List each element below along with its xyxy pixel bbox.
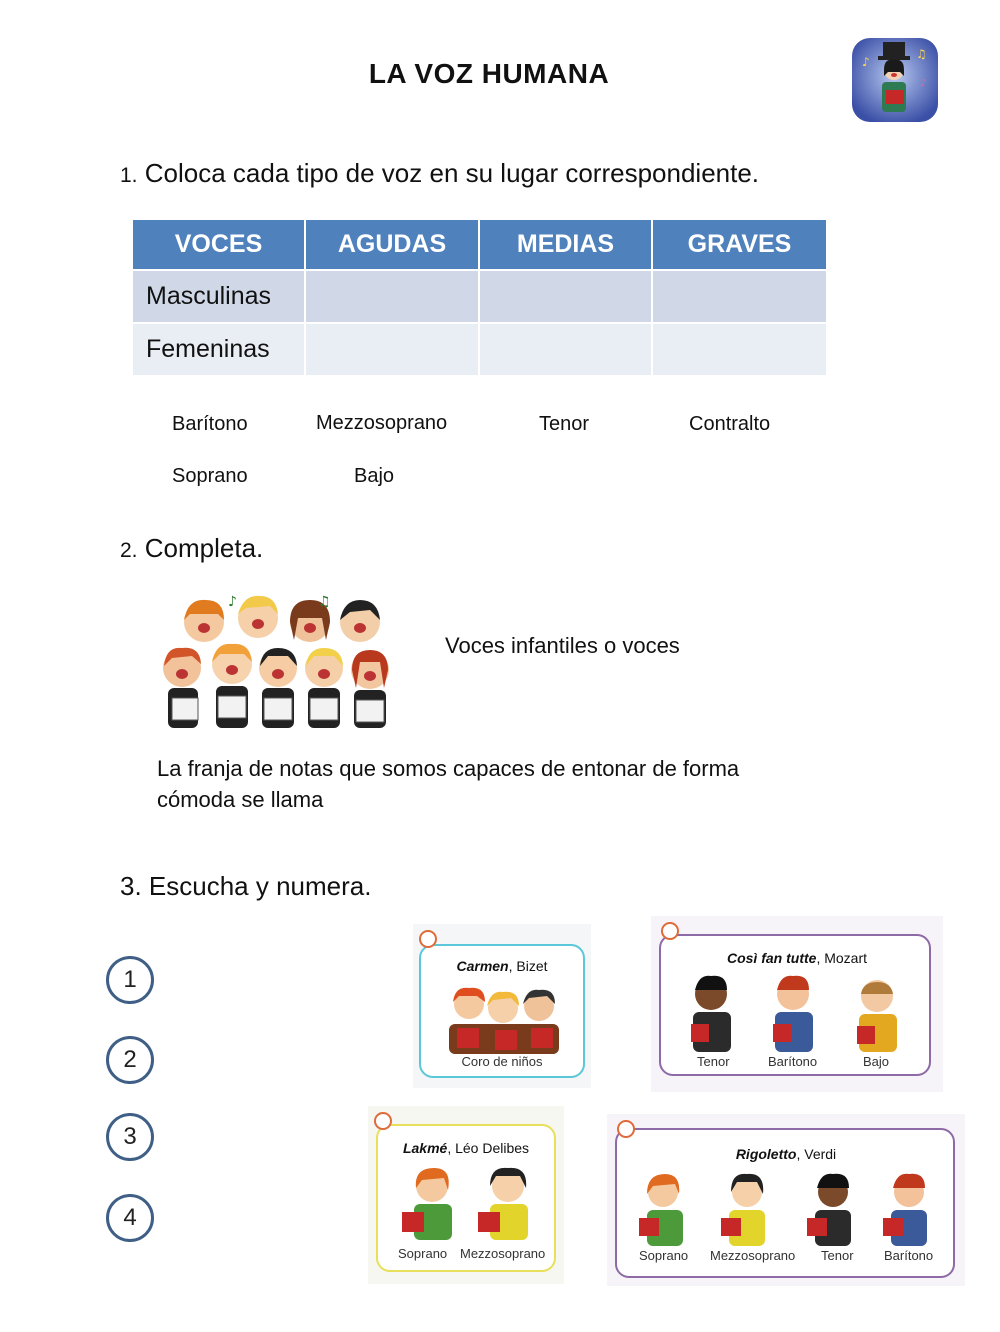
- question-1: [120, 158, 759, 189]
- drop-cell-masculinas-medias[interactable]: [480, 271, 653, 324]
- svg-text:♪: ♪: [228, 594, 237, 610]
- composer-name: , Mozart: [816, 950, 868, 966]
- word-mezzosoprano[interactable]: Mezzosoprano: [316, 412, 448, 434]
- word-soprano[interactable]: Soprano: [172, 465, 248, 487]
- page-title: LA VOZ HUMANA: [368, 58, 610, 89]
- svg-text:♪: ♪: [920, 78, 927, 89]
- table-row: [133, 271, 826, 324]
- row-label-masculinas: Masculinas: [133, 271, 306, 324]
- table-header-row: [133, 220, 826, 271]
- fill-sentence-1: Voces infantiles o voces: [445, 633, 680, 658]
- card-rigoletto[interactable]: [607, 1114, 965, 1286]
- card-title: [413, 958, 591, 974]
- question-number: 1.: [120, 164, 138, 187]
- card-lakme[interactable]: [368, 1106, 564, 1284]
- drop-target-ring[interactable]: [374, 1112, 392, 1130]
- number-target-4[interactable]: 4: [106, 1194, 154, 1242]
- header-graves: GRAVES: [653, 220, 826, 271]
- number-target-2[interactable]: 2: [106, 1036, 154, 1084]
- drop-cell-femeninas-medias[interactable]: [480, 324, 653, 377]
- svg-text:♫: ♫: [318, 594, 331, 610]
- question-3: 3. Escucha y numera.: [120, 871, 372, 901]
- row-label-femeninas: Femeninas: [133, 324, 306, 377]
- fill-sentence-2-line-2: cómoda se llama: [157, 787, 324, 812]
- question-text: Coloca cada tipo de voz en su lugar correspondiente.: [144, 158, 760, 188]
- children-singers-icon: [441, 980, 565, 1056]
- card-cosi-fan-tutte[interactable]: [651, 916, 943, 1092]
- drop-cell-femeninas-agudas[interactable]: [306, 324, 480, 377]
- word-baritono[interactable]: Barítono: [172, 413, 248, 435]
- number-target-3[interactable]: 3: [106, 1113, 154, 1161]
- card-title: [607, 1146, 965, 1162]
- question-2: [120, 533, 263, 564]
- voice-label-bajo: Bajo: [863, 1054, 890, 1069]
- header-agudas: AGUDAS: [306, 220, 480, 271]
- voice-label-soprano: Soprano: [639, 1248, 689, 1263]
- header-voces: VOCES: [133, 220, 306, 271]
- word-contralto[interactable]: Contralto: [689, 413, 771, 435]
- voice-label-mezzosoprano: Mezzosoprano: [710, 1248, 796, 1263]
- mixed-singers-icon: [637, 1170, 937, 1250]
- work-title: Rigoletto: [735, 1146, 797, 1162]
- drop-target-ring[interactable]: [661, 922, 679, 940]
- male-singers-icon: [681, 972, 911, 1056]
- children-choir-image: [158, 592, 394, 730]
- svg-text:♫: ♫: [916, 47, 927, 61]
- drop-target-ring[interactable]: [617, 1120, 635, 1138]
- composer-name: , Bizet: [508, 958, 548, 974]
- voices-table: [133, 220, 826, 378]
- word-bajo[interactable]: Bajo: [354, 465, 395, 487]
- word-tenor[interactable]: Tenor: [539, 413, 590, 435]
- voice-label-tenor: Tenor: [821, 1248, 854, 1263]
- work-title: Lakmé: [402, 1140, 448, 1156]
- drop-target-ring[interactable]: [419, 930, 437, 948]
- composer-name: , Verdi: [796, 1146, 837, 1162]
- work-title: Carmen: [456, 958, 509, 974]
- voice-label-mezzosoprano: Mezzosoprano: [460, 1246, 546, 1261]
- singer-icon: [850, 36, 940, 124]
- card-carmen[interactable]: [413, 924, 591, 1088]
- drop-cell-femeninas-graves[interactable]: [653, 324, 826, 377]
- drop-cell-masculinas-graves[interactable]: [653, 271, 826, 324]
- work-title: Così fan tutte: [726, 950, 817, 966]
- voice-label: Coro de niños: [461, 1054, 543, 1069]
- voice-label-baritono: Barítono: [884, 1248, 934, 1263]
- female-singers-icon: [396, 1164, 546, 1242]
- svg-text:♪: ♪: [862, 55, 870, 69]
- composer-name: , Léo Delibes: [447, 1140, 530, 1156]
- fill-sentence-2-line-1: La franja de notas que somos capaces de entonar de forma: [157, 756, 740, 781]
- table-row: [133, 324, 826, 377]
- question-number: 2.: [120, 539, 138, 562]
- card-title: [368, 1140, 564, 1156]
- voice-label-baritono: Barítono: [768, 1054, 818, 1069]
- drop-cell-masculinas-agudas[interactable]: [306, 271, 480, 324]
- card-title: [651, 950, 943, 966]
- question-text: Completa.: [144, 533, 264, 563]
- header-medias: MEDIAS: [480, 220, 653, 271]
- voice-label-tenor: Tenor: [697, 1054, 730, 1069]
- voice-label-soprano: Soprano: [398, 1246, 448, 1261]
- number-target-1[interactable]: 1: [106, 956, 154, 1004]
